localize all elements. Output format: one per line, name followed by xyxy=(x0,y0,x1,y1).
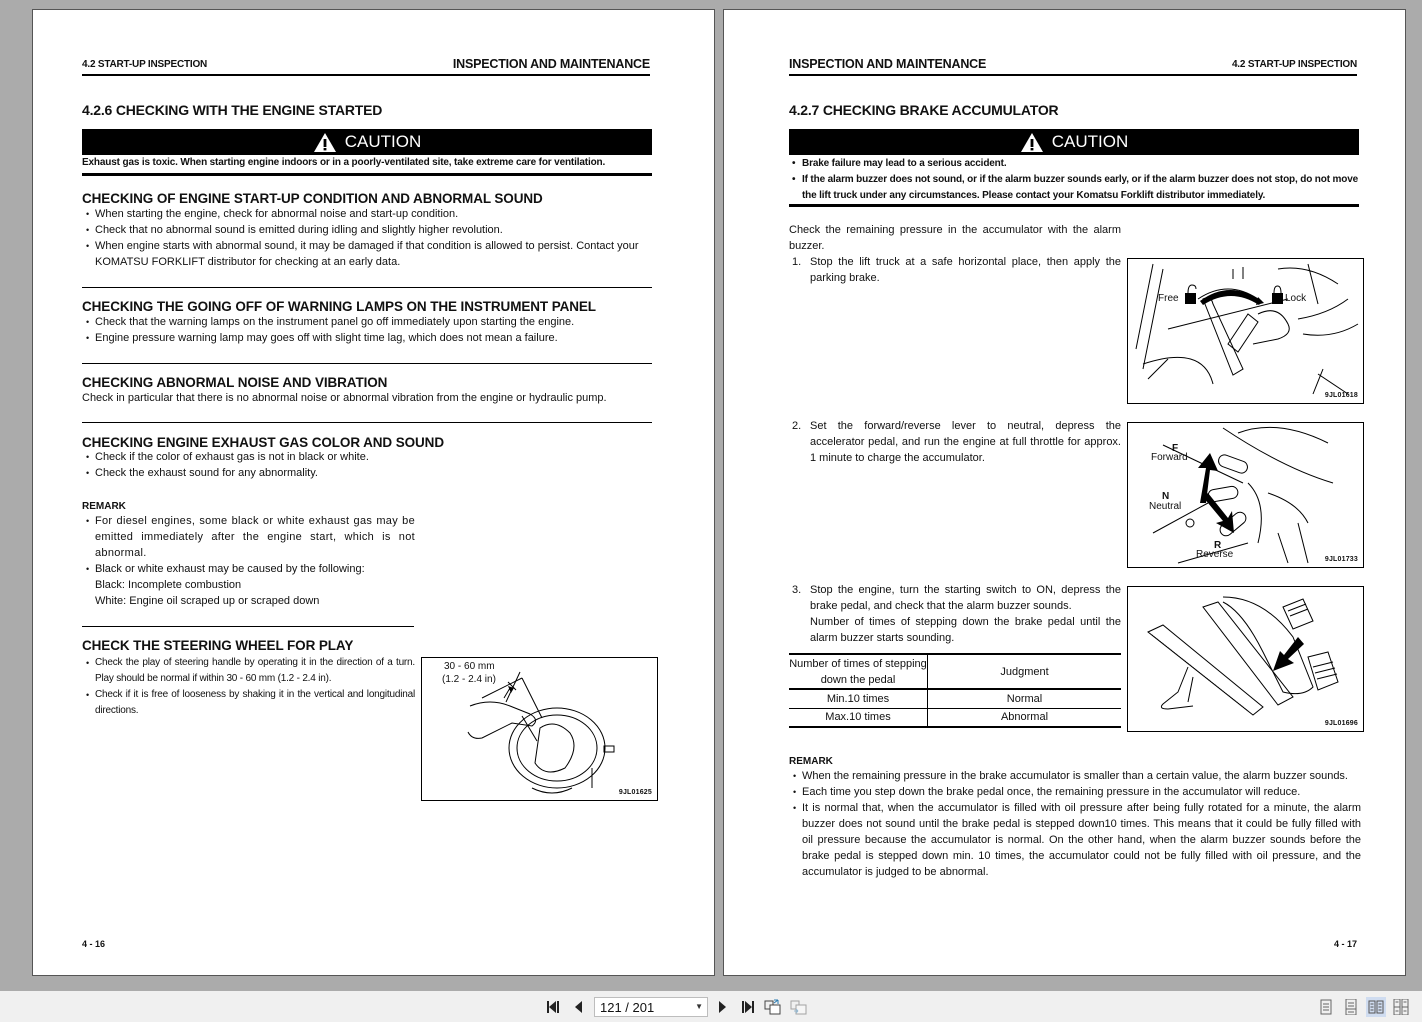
list-item: • Each time you step down the brake pedal once, the remaining pressure in the accumulator will reduce. xyxy=(789,784,1361,800)
table-cell: Abnormal xyxy=(1000,711,1049,724)
page-header xyxy=(789,54,1357,76)
caution-bullet: • If the alarm buzzer does not sound, or if the alarm buzzer sounds early, or if the alarm buzzer does not stop, do not move the lift truck under any circumstances. Please contact your Komatsu Forklift distributor immediately. xyxy=(792,174,1359,201)
page-number: 4 - 17 xyxy=(1333,939,1357,949)
forward-label: Forward xyxy=(1151,452,1188,463)
table-cell: Max.10 times xyxy=(789,708,928,727)
step-number: 3. xyxy=(792,584,802,596)
table-cell: Min.10 times xyxy=(789,689,928,708)
previous-view-icon xyxy=(764,998,782,1016)
remark-black: Black: Incomplete combustion xyxy=(95,579,242,591)
section-title: 4.2.7 CHECKING BRAKE ACCUMULATOR xyxy=(789,102,1059,118)
caution-rule xyxy=(82,173,652,176)
continuous-page-icon xyxy=(1345,999,1357,1015)
remark-label: REMARK xyxy=(82,501,126,512)
figure-code: 9JL01696 xyxy=(1324,720,1358,727)
next-view-button[interactable] xyxy=(789,997,809,1017)
play-mm-label: 30 - 60 mm xyxy=(444,661,495,672)
remark-white: White: Engine oil scraped up or scraped down xyxy=(95,595,320,607)
page-number-select[interactable] xyxy=(594,997,708,1017)
step-text-note: Number of times of stepping down the brake pedal until the alarm buzzer starts sounding. xyxy=(810,616,1121,644)
list-item: • Check that the warning lamps on the instrument panel go off immediately upon starting the engine. xyxy=(82,314,654,330)
page-header xyxy=(82,54,650,76)
list-item: • When the remaining pressure in the brake accumulator is smaller than a certain value, the alarm buzzer sounds. xyxy=(789,768,1361,784)
heading-steering: CHECK THE STEERING WHEEL FOR PLAY xyxy=(82,638,354,653)
remark-list xyxy=(82,513,415,609)
neutral-letter: N xyxy=(1162,491,1170,502)
table-cell: Normal xyxy=(1006,692,1043,705)
direction-lever-figure xyxy=(1127,422,1364,568)
warning-triangle-icon xyxy=(1020,132,1044,153)
two-page-view-button[interactable] xyxy=(1366,997,1386,1017)
free-label: Free xyxy=(1158,293,1179,304)
previous-page-icon xyxy=(574,1000,584,1014)
heading-startup: CHECKING OF ENGINE START-UP CONDITION AND ABNORMAL SOUND xyxy=(82,191,543,206)
list-item: • Check the play of steering handle by operating it in the direction of a turn. Play should be normal if within 30 - 60 mm (1.2 - 2.4 in). xyxy=(82,655,415,687)
caution-bullet: • Brake failure may lead to a serious accident. xyxy=(792,158,1007,169)
figure-code: 9JL01733 xyxy=(1324,556,1358,563)
step-number: 1. xyxy=(792,256,802,268)
caution-banner xyxy=(82,129,652,155)
two-page-icon xyxy=(1368,1000,1384,1014)
two-page-continuous-icon xyxy=(1393,999,1409,1015)
exhaust-list xyxy=(82,449,654,481)
caution-label: CAUTION xyxy=(1051,132,1129,151)
dropdown-arrow-icon: ▼ xyxy=(695,1002,703,1011)
caution-text: Exhaust gas is toxic. When starting engine indoors or in a poorly-ventilated site, take extreme care for ventilation. xyxy=(82,157,606,168)
table-row xyxy=(789,708,1121,727)
heading-warning-lamps: CHECKING THE GOING OFF OF WARNING LAMPS ON THE INSTRUMENT PANEL xyxy=(82,299,596,314)
list-item: • Check the exhaust sound for any abnormality. xyxy=(82,465,654,481)
neutral-label: Neutral xyxy=(1149,501,1182,512)
list-item xyxy=(82,561,415,609)
list-item: • Engine pressure warning lamp may goes off with slight time lag, which does not mean a failure. xyxy=(82,330,654,346)
caution-rule xyxy=(789,204,1359,207)
page-number-value: 121 / 201 xyxy=(600,999,655,1015)
caution-banner xyxy=(789,129,1359,155)
warning-lamps-list xyxy=(82,314,654,346)
forward-letter: F xyxy=(1172,443,1179,454)
step-text: Set the forward/reverse lever to neutral, depress the accelerator pedal, and run the engine at full throttle for approx. 1 minute to charge the accumulator. xyxy=(810,420,1121,464)
step-2 xyxy=(789,418,1121,466)
previous-view-button[interactable] xyxy=(763,997,783,1017)
table-header: Number of times of stepping down the pedal xyxy=(789,654,928,689)
heading-noise-vibration: CHECKING ABNORMAL NOISE AND VIBRATION xyxy=(82,375,388,390)
remark-list xyxy=(789,768,1361,880)
caution-bullet-text: Brake failure may lead to a serious accident. xyxy=(802,158,1007,169)
two-page-continuous-view-button[interactable] xyxy=(1391,997,1411,1017)
last-page-icon xyxy=(739,1000,755,1014)
list-item: • Check if it is free of looseness by shaking it in the vertical and longitudinal directions. xyxy=(82,687,415,719)
step-number: 2. xyxy=(792,420,802,432)
first-page-button[interactable] xyxy=(544,997,564,1017)
caution-bullet-text: If the alarm buzzer does not sound, or if the alarm buzzer sounds early, or if the alarm buzzer does not stop, do not move the lift truck under any circumstances. Please contact your Komatsu Forklift distributor immediately. xyxy=(802,174,1359,201)
step-1 xyxy=(789,254,1121,286)
reverse-letter: R xyxy=(1214,540,1222,551)
play-in-label: (1.2 - 2.4 in) xyxy=(442,674,496,685)
page-number: 4 - 16 xyxy=(82,939,106,949)
reverse-label: Reverse xyxy=(1196,549,1234,560)
figure-code: 9JL01618 xyxy=(1324,392,1358,399)
divider xyxy=(82,287,652,288)
list-item: • For diesel engines, some black or white exhaust gas may be emitted immediately after the engine start, which is not abnormal. xyxy=(82,513,415,561)
divider xyxy=(82,626,414,627)
next-view-icon xyxy=(790,998,808,1016)
list-item: • Check if the color of exhaust gas is not in black or white. xyxy=(82,449,654,465)
caution-list xyxy=(789,156,1361,204)
table-header: Judgment xyxy=(1000,665,1049,678)
lock-label: Lock xyxy=(1285,293,1307,304)
remark-cause-intro: Black or white exhaust may be caused by the following: xyxy=(95,563,365,575)
figure-code: 9JL01625 xyxy=(618,789,652,796)
remark-label: REMARK xyxy=(789,756,833,767)
noise-vibration-text: Check in particular that there is no abnormal noise or abnormal vibration from the engine or hydraulic pump. xyxy=(82,392,607,404)
parking-brake-illustration xyxy=(1128,259,1363,403)
brake-pedal-illustration xyxy=(1128,587,1363,731)
list-item: • When engine starts with abnormal sound, it may be damaged if that condition is allowed to persist. Contact your KOMATSU FORKLIFT distributor for checking at an early data. xyxy=(82,238,654,270)
divider xyxy=(82,422,652,423)
startup-list xyxy=(82,206,654,270)
list-item: • When starting the engine, check for abnormal noise and start-up condition. xyxy=(82,206,654,222)
header-chapter: INSPECTION AND MAINTENANCE xyxy=(452,57,650,71)
previous-page-button[interactable] xyxy=(570,997,588,1017)
single-page-icon xyxy=(1320,999,1332,1015)
continuous-view-button[interactable] xyxy=(1341,997,1361,1017)
viewer-toolbar xyxy=(0,991,1422,1022)
next-page-icon xyxy=(717,1000,727,1014)
header-section: 4.2 START-UP INSPECTION xyxy=(82,59,208,70)
last-page-button[interactable] xyxy=(737,997,757,1017)
step-text: Stop the engine, turn the starting switch to ON, depress the brake pedal, and check that the alarm buzzer sounds. xyxy=(810,584,1121,612)
intro-text: Check the remaining pressure in the accumulator with the alarm buzzer. xyxy=(789,224,1121,252)
section-title: 4.2.6 CHECKING WITH THE ENGINE STARTED xyxy=(82,102,383,118)
step-text: Stop the lift truck at a safe horizontal place, then apply the parking brake. xyxy=(810,256,1121,284)
list-item: • It is normal that, when the accumulator is filled with oil pressure after being fully rotated for a minute, the alarm buzzer does not sound until the brake pedal is stepped down10 times. This means that it could be fully filled with oil pressure because the accumulator is normal. On the other hand, when the alarm buzzer sounds before the brake pedal is stepped down min. 10 times, the accumulator could not be fully filled with oil pressure, and the accumulator is judged to be abnormal. xyxy=(789,800,1361,880)
steering-list xyxy=(82,655,415,719)
parking-brake-figure xyxy=(1127,258,1364,404)
heading-exhaust: CHECKING ENGINE EXHAUST GAS COLOR AND SOUND xyxy=(82,435,444,450)
page-4-16 xyxy=(32,9,715,976)
single-page-view-button[interactable] xyxy=(1316,997,1336,1017)
brake-pedal-figure xyxy=(1127,586,1364,732)
step-3 xyxy=(789,582,1121,646)
table-row xyxy=(789,689,1121,708)
list-item: • Check that no abnormal sound is emitted during idling and slightly higher revolution. xyxy=(82,222,654,238)
first-page-icon xyxy=(546,1000,562,1014)
warning-triangle-icon xyxy=(313,132,337,153)
judgment-table xyxy=(789,653,1121,728)
steering-wheel-figure xyxy=(421,657,658,801)
page-4-17 xyxy=(723,9,1406,976)
caution-label: CAUTION xyxy=(344,132,422,151)
header-chapter: INSPECTION AND MAINTENANCE xyxy=(789,57,987,71)
next-page-button[interactable] xyxy=(713,997,731,1017)
header-section: 4.2 START-UP INSPECTION xyxy=(1231,59,1357,70)
divider xyxy=(82,363,652,364)
